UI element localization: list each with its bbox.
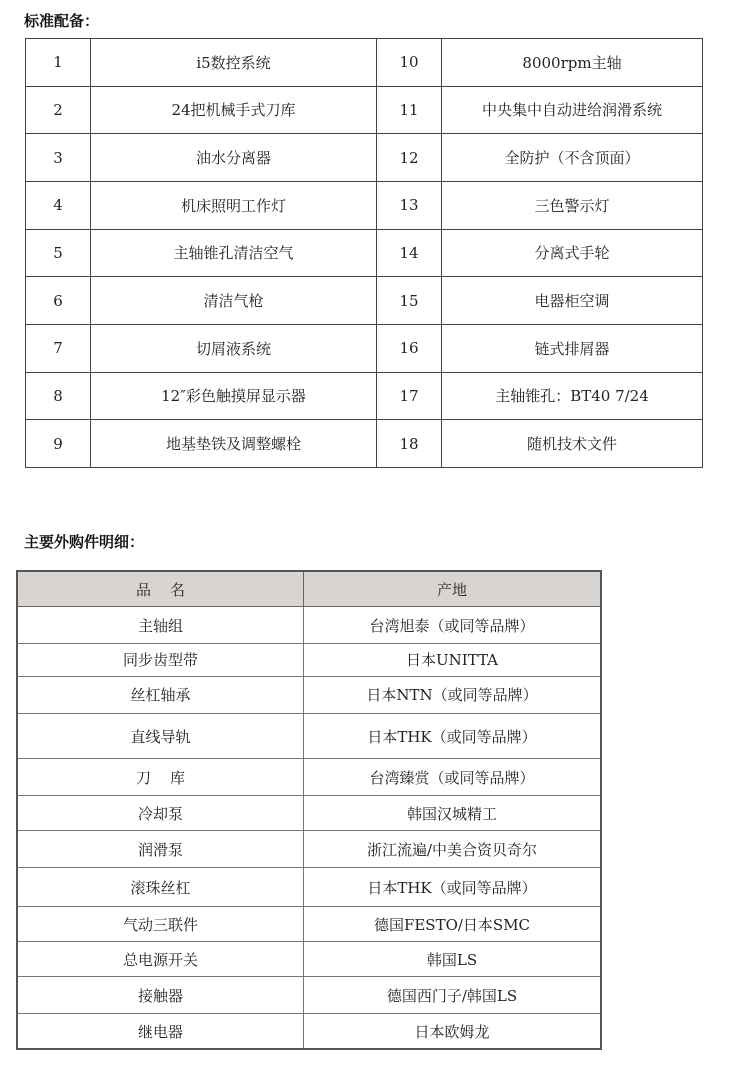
table-row	[17, 713, 601, 758]
table-row	[26, 372, 703, 420]
item-number: 2	[26, 86, 91, 134]
item-name: 清洁气枪	[91, 277, 377, 325]
table-row	[17, 868, 601, 907]
item-number: 15	[377, 277, 442, 325]
part-name: 同步齿型带	[17, 644, 304, 677]
item-number: 9	[26, 420, 91, 468]
part-name: 主轴组	[17, 607, 304, 644]
part-origin: 日本欧姆龙	[304, 1014, 602, 1049]
item-name: 主轴锥孔：BT40 7/24	[442, 372, 703, 420]
item-number: 3	[26, 134, 91, 182]
item-number: 1	[26, 39, 91, 87]
table-row	[26, 420, 703, 468]
item-name: 随机技术文件	[442, 420, 703, 468]
item-name: 主轴锥孔清洁空气	[91, 229, 377, 277]
table-row	[17, 607, 601, 644]
item-number: 12	[377, 134, 442, 182]
item-number: 18	[377, 420, 442, 468]
part-origin: 德国FESTO/日本SMC	[304, 907, 602, 942]
purchased-parts-table	[16, 570, 602, 1050]
item-name: i5数控系统	[91, 39, 377, 87]
standard-equipment-table	[25, 38, 703, 468]
item-number: 14	[377, 229, 442, 277]
table-row	[26, 86, 703, 134]
table-row	[26, 229, 703, 277]
part-origin: 台湾旭泰（或同等品牌）	[304, 607, 602, 644]
item-name: 三色警示灯	[442, 181, 703, 229]
item-number: 17	[377, 372, 442, 420]
item-number: 16	[377, 324, 442, 372]
item-name: 地基垫铁及调整螺栓	[91, 420, 377, 468]
part-name: 继电器	[17, 1014, 304, 1049]
part-origin: 韩国LS	[304, 942, 602, 977]
part-name: 丝杠轴承	[17, 676, 304, 713]
item-name: 油水分离器	[91, 134, 377, 182]
table-row	[17, 907, 601, 942]
item-name: 12″彩色触摸屏显示器	[91, 372, 377, 420]
item-number: 8	[26, 372, 91, 420]
part-name: 滚珠丝杠	[17, 868, 304, 907]
part-name: 润滑泵	[17, 831, 304, 868]
table-row	[26, 324, 703, 372]
table-row	[17, 759, 601, 796]
table-row	[26, 134, 703, 182]
part-name: 接触器	[17, 977, 304, 1014]
item-name: 切屑液系统	[91, 324, 377, 372]
item-number: 11	[377, 86, 442, 134]
part-origin: 日本THK（或同等品牌）	[304, 713, 602, 758]
item-name: 链式排屑器	[442, 324, 703, 372]
item-name: 全防护（不含顶面）	[442, 134, 703, 182]
part-name: 气动三联件	[17, 907, 304, 942]
table-row	[17, 676, 601, 713]
part-origin: 韩国汉城精工	[304, 796, 602, 831]
table-row	[17, 977, 601, 1014]
table-row	[17, 831, 601, 868]
item-number: 4	[26, 181, 91, 229]
part-origin: 日本THK（或同等品牌）	[304, 868, 602, 907]
part-name: 刀 库	[17, 759, 304, 796]
part-origin: 德国西门子/韩国LS	[304, 977, 602, 1014]
part-name: 冷却泵	[17, 796, 304, 831]
part-name: 直线导轨	[17, 713, 304, 758]
column-header-origin: 产地	[304, 571, 602, 607]
part-origin: 日本UNITTA	[304, 644, 602, 677]
part-origin: 日本NTN（或同等品牌）	[304, 676, 602, 713]
item-name: 机床照明工作灯	[91, 181, 377, 229]
item-number: 7	[26, 324, 91, 372]
table-row	[26, 181, 703, 229]
purchased-parts-heading: 主要外购件明细：	[24, 533, 145, 551]
item-name: 中央集中自动进给润滑系统	[442, 86, 703, 134]
item-name: 分离式手轮	[442, 229, 703, 277]
table-row	[17, 942, 601, 977]
part-origin: 浙江流遍/中美合资贝奇尔	[304, 831, 602, 868]
item-number: 6	[26, 277, 91, 325]
part-origin: 台湾臻赏（或同等品牌）	[304, 759, 602, 796]
item-name: 电器柜空调	[442, 277, 703, 325]
table-row	[26, 277, 703, 325]
table-row	[26, 39, 703, 87]
item-name: 8000rpm主轴	[442, 39, 703, 87]
table-row	[17, 1014, 601, 1049]
item-number: 13	[377, 181, 442, 229]
item-number: 5	[26, 229, 91, 277]
standard-equipment-heading: 标准配备：	[24, 12, 100, 30]
item-name: 24把机械手式刀库	[91, 86, 377, 134]
item-number: 10	[377, 39, 442, 87]
parts-header-row	[17, 571, 601, 607]
column-header-name: 品 名	[17, 571, 304, 607]
table-row	[17, 796, 601, 831]
part-name: 总电源开关	[17, 942, 304, 977]
table-row	[17, 644, 601, 677]
